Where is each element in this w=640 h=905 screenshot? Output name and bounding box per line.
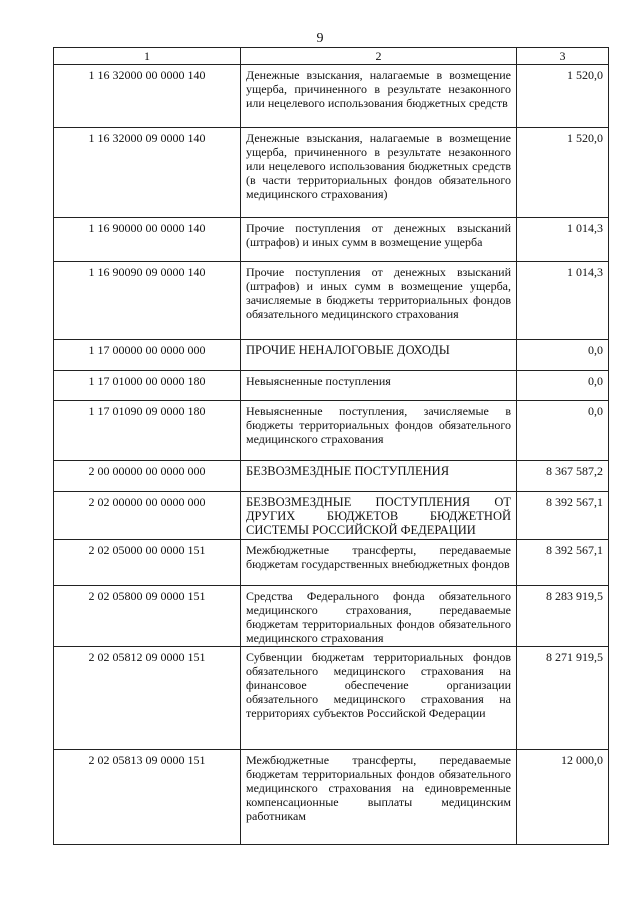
revenue-name: Средства Федерального фонда обязательного медицинского страхования, передаваемые бюджетам территориальных фондов обязательного медицинского страхования [241,586,517,647]
budget-code: 2 02 05812 09 0000 151 [54,647,241,750]
page-number: 9 [316,31,324,46]
amount: 1 520,0 [517,65,609,128]
amount: 12 000,0 [517,750,609,845]
budget-code: 1 17 01090 09 0000 180 [54,401,241,461]
budget-code: 1 17 01000 00 0000 180 [54,371,241,401]
amount: 1 014,3 [517,262,609,340]
table-row [54,492,609,540]
column-header-code: 1 [54,48,241,65]
table-row [54,540,609,586]
revenue-name: БЕЗВОЗМЕЗДНЫЕ ПОСТУПЛЕНИЯ [241,461,517,492]
budget-code: 2 02 05000 00 0000 151 [54,540,241,586]
table-row [54,401,609,461]
table-row [54,647,609,750]
column-header-amount: 3 [517,48,609,65]
table-row [54,128,609,218]
amount: 0,0 [517,340,609,371]
table-row [54,461,609,492]
table-row [54,586,609,647]
revenue-name: Субвенции бюджетам территориальных фондов обязательного медицинского страхования на финансовое обеспечение организации обязательного медицинского страхования на территориях субъектов Российской Федерации [241,647,517,750]
revenue-name: Прочие поступления от денежных взысканий (штрафов) и иных сумм в возмещение ущерба [241,218,517,262]
budget-code: 1 16 32000 09 0000 140 [54,128,241,218]
amount: 0,0 [517,371,609,401]
table-row [54,65,609,128]
budget-code: 2 00 00000 00 0000 000 [54,461,241,492]
budget-code: 2 02 05800 09 0000 151 [54,586,241,647]
budget-revenue-table [53,47,609,845]
table-row [54,750,609,845]
revenue-name: Невыясненные поступления [241,371,517,401]
amount: 1 014,3 [517,218,609,262]
amount: 8 367 587,2 [517,461,609,492]
amount: 8 283 919,5 [517,586,609,647]
amount: 8 392 567,1 [517,492,609,540]
revenue-name: БЕЗВОЗМЕЗДНЫЕ ПОСТУПЛЕНИЯ ОТ ДРУГИХ БЮДЖЕТОВ БЮДЖЕТНОЙ СИСТЕМЫ РОССИЙСКОЙ ФЕДЕРАЦИИ [241,492,517,540]
revenue-name: Денежные взыскания, налагаемые в возмещение ущерба, причиненного в результате незаконного или нецелевого использования бюджетных средств (в части территориальных фондов обязательного медицинского страхования) [241,128,517,218]
amount: 0,0 [517,401,609,461]
revenue-name: Прочие поступления от денежных взысканий (штрафов) и иных сумм в возмещение ущерба, зачисляемые в бюджеты территориальных фондов обязательного медицинского страхования [241,262,517,340]
table-row [54,371,609,401]
amount: 8 271 919,5 [517,647,609,750]
budget-code: 2 02 05813 09 0000 151 [54,750,241,845]
budget-code: 1 17 00000 00 0000 000 [54,340,241,371]
budget-code: 2 02 00000 00 0000 000 [54,492,241,540]
amount: 8 392 567,1 [517,540,609,586]
table-row [54,340,609,371]
budget-code: 1 16 90000 00 0000 140 [54,218,241,262]
revenue-name: ПРОЧИЕ НЕНАЛОГОВЫЕ ДОХОДЫ [241,340,517,371]
header-row [54,48,609,65]
budget-code: 1 16 90090 09 0000 140 [54,262,241,340]
revenue-name: Межбюджетные трансферты, передаваемые бюджетам территориальных фондов обязательного медицинского страхования на единовременные компенсационные выплаты медицинским работникам [241,750,517,845]
revenue-name: Межбюджетные трансферты, передаваемые бюджетам государственных внебюджетных фондов [241,540,517,586]
revenue-name: Денежные взыскания, налагаемые в возмещение ущерба, причиненного в результате незаконного или нецелевого использования бюджетных средств [241,65,517,128]
table-row [54,262,609,340]
table-row [54,218,609,262]
revenue-name: Невыясненные поступления, зачисляемые в бюджеты территориальных фондов обязательного медицинского страхования [241,401,517,461]
column-header-name: 2 [241,48,517,65]
budget-code: 1 16 32000 00 0000 140 [54,65,241,128]
amount: 1 520,0 [517,128,609,218]
